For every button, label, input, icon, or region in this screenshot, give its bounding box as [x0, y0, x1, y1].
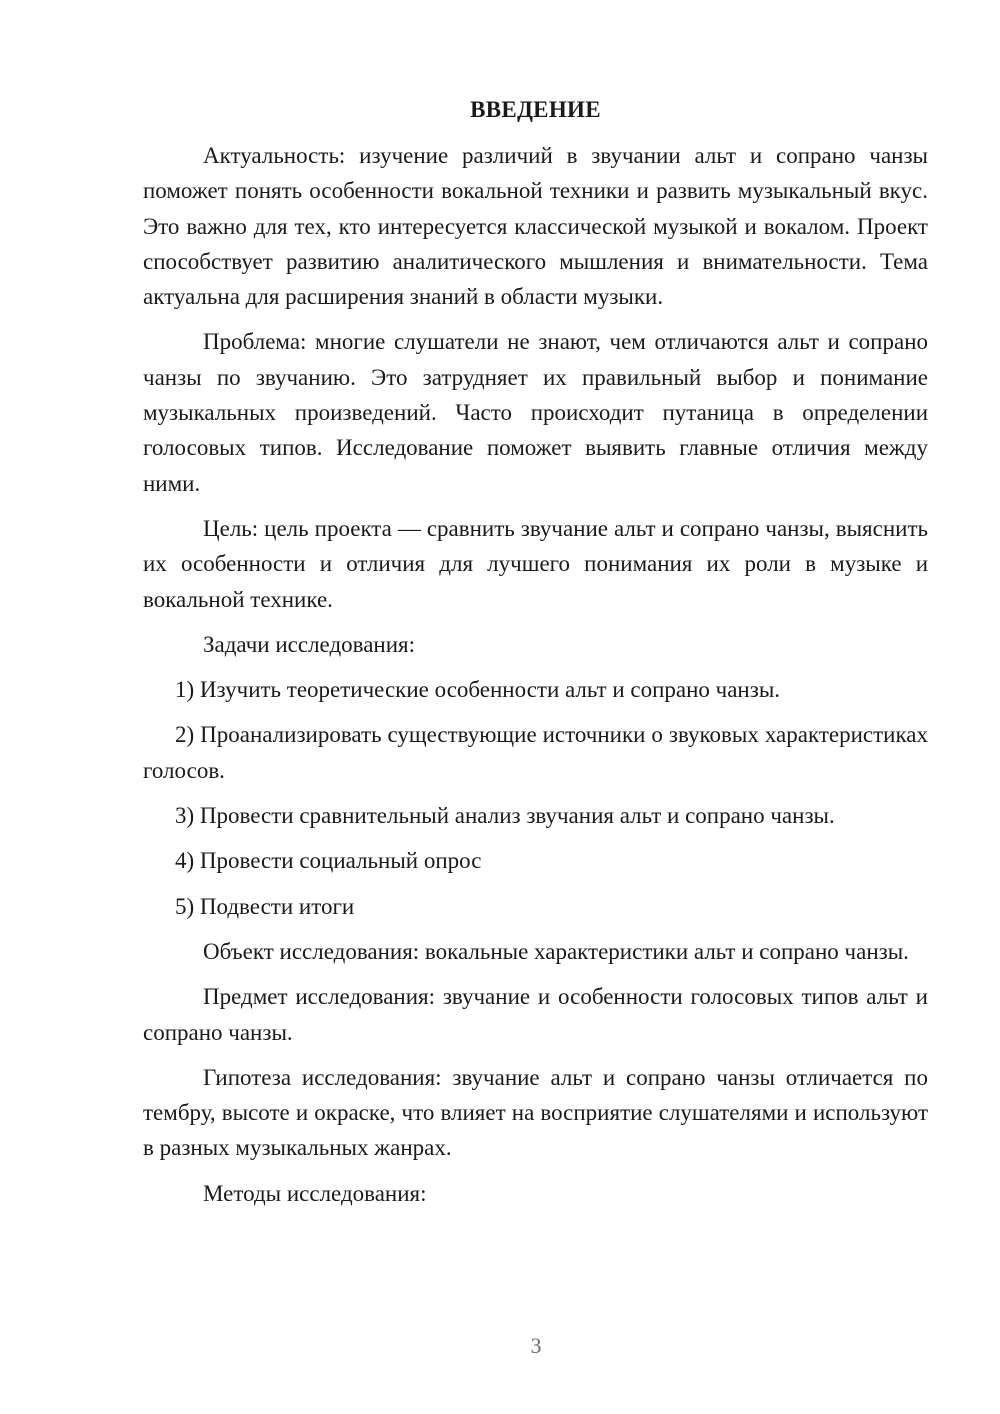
- page-content: [143, 94, 928, 1211]
- problem-paragraph: Проблема: многие слушатели не знают, чем отличаются альт и сопрано чанзы по звучанию. Это затрудняет их правильный выбор и понимание музыкальных произведений. Часто происходит путаница в определении голосовых типов. Исследование поможет выявить главные отличия между ними.: [143, 329, 928, 496]
- page-number: 3: [530, 1333, 542, 1358]
- goal-paragraph: Цель: цель проекта — сравнить звучание альт и сопрано чанзы, выяснить их особенности и отличия для лучшего понимания их роли в музыке и вокальной технике.: [143, 515, 928, 612]
- object-paragraph: Объект исследования: вокальные характеристики альт и сопрано чанзы.: [203, 938, 909, 964]
- methods-heading: Методы исследования:: [203, 1180, 427, 1206]
- tasks-heading: Задачи исследования:: [203, 631, 416, 657]
- subject-paragraph: Предмет исследования: звучание и особенности голосовых типов альт и сопрано чанзы.: [143, 984, 928, 1045]
- task-item-1: 1) Изучить теоретические особенности альт и сопрано чанзы.: [175, 677, 781, 703]
- page-title: ВВЕДЕНИЕ: [470, 97, 601, 122]
- task-item-4: 4) Провести социальный опрос: [175, 848, 482, 874]
- task-item-2: 2) Проанализировать существующие источники о звуковых характеристиках голосов.: [143, 722, 928, 783]
- task-item-5: 5) Подвести итоги: [175, 893, 355, 919]
- relevance-paragraph: Актуальность: изучение различий в звучании альт и сопрано чанзы поможет понять особенности вокальной техники и развить музыкальный вкус. Это важно для тех, кто интересуется классической музыкой и вокалом. Проект способствует развитию аналитического мышления и внимательности. Тема актуальна для расширения знаний в области музыки.: [143, 143, 928, 310]
- hypothesis-paragraph: Гипотеза исследования: звучание альт и сопрано чанзы отличается по тембру, высоте и окраске, что влияет на восприятие слушателями и используют в разных музыкальных жанрах.: [143, 1064, 928, 1161]
- task-item-3: 3) Провести сравнительный анализ звучания альт и сопрано чанзы.: [175, 803, 835, 829]
